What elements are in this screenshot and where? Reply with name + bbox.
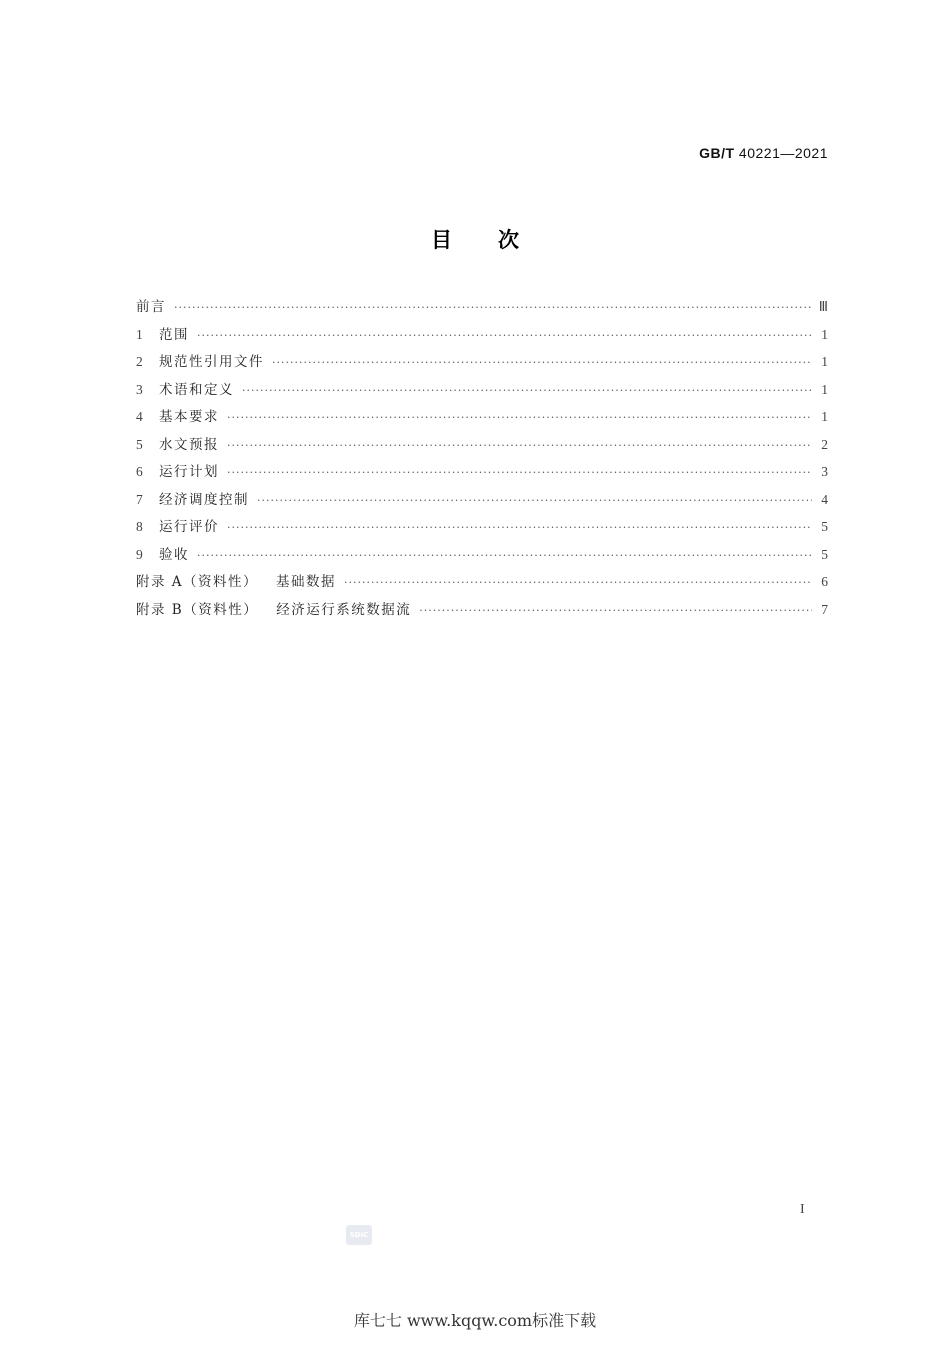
- toc-item-number: 7: [136, 491, 143, 507]
- toc-item-label: 运行计划: [159, 464, 219, 480]
- toc-item-page: 2: [821, 436, 828, 452]
- toc-item-page: 1: [821, 381, 828, 397]
- toc-item-page: 1: [821, 409, 828, 424]
- toc-item-page: 7: [821, 601, 828, 617]
- toc-item-9[interactable]: [136, 544, 828, 572]
- appendix-title: 经济运行系统数据流: [276, 601, 412, 618]
- toc-item-page: Ⅲ: [818, 299, 828, 314]
- toc-item-8[interactable]: [136, 516, 828, 544]
- toc-leader-dots: [257, 490, 812, 512]
- toc-item-label: 运行评价: [159, 519, 219, 535]
- toc-item-label: [136, 571, 336, 593]
- toc-item-2[interactable]: [136, 351, 828, 379]
- toc-item-label: 前言: [136, 299, 166, 315]
- page-title: [0, 224, 950, 254]
- page-number: I: [800, 1202, 805, 1217]
- toc-leader-dots: [197, 325, 812, 347]
- toc-item-label: 范围: [159, 326, 189, 343]
- toc-item-4[interactable]: [136, 406, 828, 434]
- toc-item-7[interactable]: [136, 489, 828, 517]
- standard-prefix: GB/T: [699, 145, 735, 161]
- toc-item-label: 水文预报: [159, 436, 219, 453]
- toc-item-number: 2: [136, 354, 143, 369]
- toc-item-page: 1: [821, 354, 828, 369]
- appendix-prefix: 附录 B（资料性）: [136, 601, 259, 618]
- toc-item-page: 1: [821, 326, 828, 342]
- toc-leader-dots: [227, 435, 812, 457]
- appendix-title: 基础数据: [276, 574, 337, 590]
- toc-leader-dots: [419, 600, 812, 622]
- toc-leader-dots: [227, 407, 812, 429]
- toc-leader-dots: [227, 517, 812, 539]
- toc-item-label: [136, 599, 411, 621]
- toc-item-label: 术语和定义: [159, 381, 234, 398]
- footer-download-text: 库七七 www.kqqw.com标准下载: [353, 1311, 597, 1330]
- toc-item-page: 6: [821, 574, 828, 589]
- toc-item-number: 8: [136, 519, 143, 534]
- toc-item-page: 3: [821, 464, 828, 479]
- toc-leader-dots: [242, 380, 812, 402]
- toc-item-number: 5: [136, 436, 143, 452]
- toc-item-page: 5: [821, 519, 828, 534]
- title-char-1: 目: [431, 228, 452, 252]
- toc-item-appendix-b[interactable]: [136, 599, 828, 627]
- toc-item-number: 4: [136, 409, 143, 424]
- toc-leader-dots: [272, 352, 812, 374]
- appendix-prefix: 附录 A（资料性）: [136, 574, 259, 590]
- watermark-logo: SDIC: [346, 1225, 372, 1245]
- title-char-2: 次: [498, 228, 519, 252]
- table-of-contents: [136, 296, 828, 626]
- toc-item-number: 1: [136, 326, 143, 342]
- toc-item-5[interactable]: [136, 434, 828, 462]
- toc-item-label: 经济调度控制: [159, 491, 249, 508]
- toc-leader-dots: [227, 462, 812, 484]
- toc-item-appendix-a[interactable]: [136, 571, 828, 599]
- toc-leader-dots: [197, 545, 812, 567]
- toc-item-number: 6: [136, 464, 143, 479]
- toc-leader-dots: [344, 572, 812, 594]
- toc-item-1[interactable]: [136, 324, 828, 352]
- toc-item-number: 9: [136, 546, 143, 562]
- standard-number: 40221—2021: [738, 145, 828, 161]
- toc-item-3[interactable]: [136, 379, 828, 407]
- toc-item-label: 基本要求: [159, 409, 219, 425]
- toc-item-number: 3: [136, 381, 143, 397]
- toc-item-label: 规范性引用文件: [159, 354, 264, 370]
- toc-leader-dots: [174, 297, 812, 319]
- toc-item-page: 4: [821, 491, 828, 507]
- toc-item-6[interactable]: [136, 461, 828, 489]
- standard-code: [699, 145, 828, 161]
- toc-item-page: 5: [821, 546, 828, 562]
- toc-item-label: 验收: [159, 546, 189, 563]
- toc-item-foreword[interactable]: [136, 296, 828, 324]
